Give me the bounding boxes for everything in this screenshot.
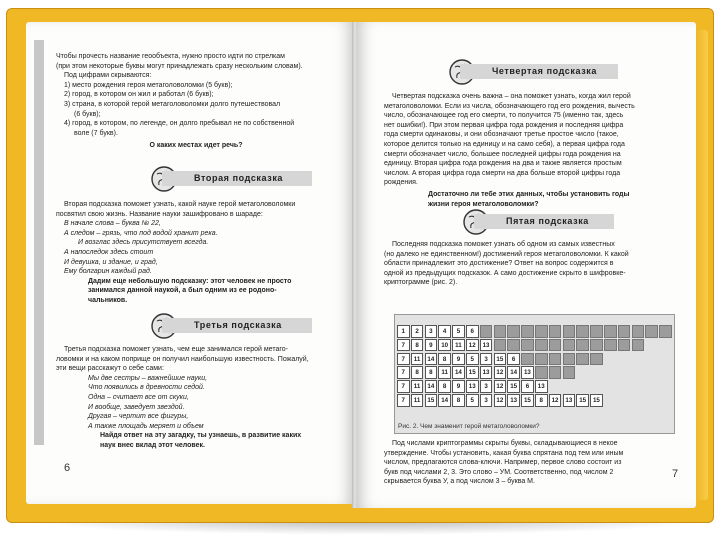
cryptogram-cell: 4 — [438, 325, 451, 338]
cryptogram-cell: 12 — [494, 366, 507, 379]
bold-line: наук внес вклад этот человек. — [100, 441, 205, 449]
text-line: года смерти одинаковы, и они обозначают третье простое число (такое, — [384, 131, 619, 139]
text-line: числом, предлагаются слова-ключи. Например, первое слово состоит из — [384, 459, 622, 467]
outro-text — [384, 439, 679, 487]
cryptogram-cell: 13 — [480, 366, 493, 379]
text-line: букв под числами 2, 3. Это слово – УМ. Соответственно, под числом 2 — [384, 468, 614, 476]
text-line: 1) место рождения героя метаголоволомки (5 букв); — [64, 81, 233, 89]
text-line: ловомки и на каком поприще он получил наибольшую известность. Пожалуй, — [56, 355, 309, 363]
text-line: (6 букв); — [74, 110, 101, 118]
cryptogram-cell: 10 — [438, 339, 451, 352]
poem-line: Другая – чертит все фигуры, — [88, 413, 189, 421]
text-line: Чтобы прочесть название геообъекта, нужно просто идти по стрелкам — [56, 53, 285, 60]
cryptogram-shaded-cell — [659, 325, 672, 338]
cryptogram-shaded-cell — [535, 353, 548, 366]
cryptogram-cell: 5 — [466, 394, 479, 407]
hint4-text — [384, 92, 676, 209]
cryptogram-cell: 14 — [425, 380, 438, 393]
cryptogram-shaded-cell — [521, 325, 534, 338]
text-line: Последняя подсказка поможет узнать об одном из самых известных — [392, 241, 615, 248]
hint5-text — [384, 240, 676, 288]
cryptogram-cell: 15 — [507, 380, 520, 393]
text-line: метаголоволомки. Если из числа, обозначающего год его рождения, вычесть — [384, 102, 635, 110]
cryptogram-shaded-cell — [494, 325, 507, 338]
cryptogram-cell: 11 — [438, 366, 451, 379]
page-number-left: 6 — [64, 462, 71, 474]
cryptogram-cell: 3 — [480, 380, 493, 393]
cryptogram-cell: 13 — [535, 380, 548, 393]
cryptogram-shaded-cell — [480, 325, 493, 338]
cryptogram-cell: 15 — [494, 353, 507, 366]
text-line: (при этом некоторые буквы могут принадлежать сразу нескольким словам). — [56, 62, 303, 70]
cryptogram-cell: 15 — [466, 366, 479, 379]
text-line: 3) страна, в которой герой метаголоволомки долго путешествовал — [64, 100, 281, 108]
figure-caption: Рис. 2. Чем знаменит герой метаголоволомки? — [398, 423, 540, 430]
cryptogram-cell: 11 — [411, 353, 424, 366]
cryptogram-cell: 5 — [452, 325, 465, 338]
poem-line: Ему болгарин каждый рад. — [64, 268, 152, 276]
poem-line: В начале слова – буква № 22, — [64, 220, 161, 228]
cryptogram-cell: 9 — [452, 353, 465, 366]
text-line: эти вещи расскажут о себе сами: — [56, 365, 164, 373]
text-line: единицу. Вторая цифра года рождения на два и также является простым — [384, 160, 622, 168]
cryptogram-cell: 3 — [425, 325, 438, 338]
cryptogram-cell: 1 — [397, 325, 410, 338]
text-line: рождения. — [384, 179, 418, 187]
cryptogram-shaded-cell — [632, 325, 645, 338]
text-line: 4) город, в котором, по легенде, он долго пребывал не по собственной — [64, 120, 295, 128]
poem-line: Что появились в древности седой. — [88, 384, 205, 392]
poem-line: Одна – считает все от скуки, — [88, 393, 189, 401]
cryptogram-shaded-cell — [604, 325, 617, 338]
cryptogram-cell: 15 — [425, 394, 438, 407]
cryptogram-cell: 7 — [397, 394, 410, 407]
cryptogram-cell: 15 — [576, 394, 589, 407]
cryptogram-shaded-cell — [576, 325, 589, 338]
text-line: Под числами криптограммы скрыты буквы, складывающиеся в некое — [392, 440, 618, 447]
hint2-text — [56, 200, 336, 306]
poem-line: И вообще, заведует звездой. — [88, 403, 185, 411]
cryptogram-shaded-cell — [507, 339, 520, 352]
cryptogram-cell: 7 — [397, 353, 410, 366]
text-line: смерти обозначает число, большее последней цифры года рождения на — [384, 150, 621, 158]
cryptogram-cell: 11 — [411, 394, 424, 407]
text-line: 2) город, в котором он жил и работал (6 букв); — [64, 91, 214, 99]
text-line: одной из предыдущих подсказок. А само достижение скрыто в шифровке- — [384, 269, 626, 277]
poem-line: Мы две сестры – важнейшие науки, — [88, 374, 208, 382]
cryptogram-shaded-cell — [576, 339, 589, 352]
bold-line: чальников. — [88, 296, 128, 304]
text-line: криптограмме (рис. 2). — [384, 279, 458, 287]
intro-question: О каких местах идет речь? — [149, 142, 243, 150]
text-line: воле (7 букв). — [74, 129, 118, 137]
text-line: нет ошибки!). При этом первая цифра года рождения и последняя цифра — [384, 121, 624, 129]
cryptogram-cell: 8 — [438, 353, 451, 366]
hint3-heading — [150, 314, 325, 338]
cryptogram-shaded-cell — [563, 339, 576, 352]
bold-line: Найдя ответ на эту загадку, ты узнаешь, в развитие каких — [100, 432, 302, 440]
cryptogram-cell: 8 — [535, 394, 548, 407]
cryptogram-cell: 6 — [466, 325, 479, 338]
text-line: число, обозначающее год его смерти, то получится 75 (именно так, здесь — [384, 112, 624, 120]
cryptogram-cell: 8 — [438, 380, 451, 393]
bold-line: занимался данной наукой, а был одним из ее родоно- — [88, 287, 277, 295]
cryptogram-shaded-cell — [549, 353, 562, 366]
cryptogram-shaded-cell — [494, 339, 507, 352]
cryptogram-shaded-cell — [521, 339, 534, 352]
text-line: (но далеко не единственном!) достижений героя метаголоволомки. К какой — [384, 250, 629, 258]
poem-line: И возглас здесь присутствует всегда. — [78, 239, 209, 247]
cryptogram-cell: 14 — [452, 366, 465, 379]
cryptogram-shaded-cell — [549, 339, 562, 352]
cryptogram-shaded-cell — [576, 353, 589, 366]
cryptogram-shaded-cell — [535, 325, 548, 338]
poem-line: И девушка, и здание, и град, — [64, 258, 158, 266]
text-line: Третья подсказка поможет узнать, чем еще занимался герой метаго- — [64, 346, 288, 353]
cryptogram-shaded-cell — [535, 339, 548, 352]
hint2-heading — [150, 167, 325, 191]
cryptogram-cell: 15 — [521, 394, 534, 407]
cryptogram-cell: 9 — [425, 339, 438, 352]
cryptogram-shaded-cell — [507, 325, 520, 338]
cryptogram-cell: 5 — [466, 353, 479, 366]
text-line: Вторая подсказка поможет узнать, какой науке герой метаголоволомки — [64, 201, 296, 208]
cryptogram-cell: 9 — [452, 380, 465, 393]
cryptogram-cell: 12 — [494, 394, 507, 407]
cryptogram-cell: 8 — [425, 366, 438, 379]
heading-title: Четвертая подсказка — [492, 66, 597, 76]
cryptogram-cell: 14 — [438, 394, 451, 407]
text-line: которое делится только на единицу и на само себя), а первая цифра года — [384, 140, 625, 148]
cryptogram-shaded-cell — [563, 325, 576, 338]
cryptogram-shaded-cell — [590, 353, 603, 366]
text-line: области принадлежит это достижение? Ответ на вопрос содержится в — [384, 260, 614, 268]
cryptogram-shaded-cell — [618, 325, 631, 338]
cryptogram-cell: 13 — [466, 380, 479, 393]
cryptogram-shaded-cell — [590, 325, 603, 338]
cryptogram-shaded-cell — [632, 339, 645, 352]
cryptogram-cell: 2 — [411, 325, 424, 338]
page-edge-strip — [34, 40, 44, 445]
bold-line: Дадим еще небольшую подсказку: этот человек не просто — [88, 277, 292, 285]
cryptogram-cell: 12 — [494, 380, 507, 393]
poem-line: А также площадь меряет и объем — [88, 422, 204, 430]
cryptogram — [394, 314, 675, 434]
cryptogram-cell: 8 — [452, 394, 465, 407]
cryptogram-cell: 11 — [452, 339, 465, 352]
bold-line: Достаточно ли тебе этих данных, чтобы установить годы — [428, 190, 630, 198]
heading-title: Третья подсказка — [194, 320, 282, 330]
cryptogram-cell: 15 — [590, 394, 603, 407]
cryptogram-cell: 7 — [397, 380, 410, 393]
cryptogram-shaded-cell — [549, 366, 562, 379]
text-line: посвятил свою жизнь. Название науки зашифровано в шараде: — [56, 210, 263, 218]
cryptogram-cell: 6 — [507, 353, 520, 366]
cryptogram-cell: 7 — [397, 366, 410, 379]
cryptogram-cell: 6 — [521, 380, 534, 393]
page-number-right: 7 — [672, 468, 679, 480]
cryptogram-shaded-cell — [549, 325, 562, 338]
hint5-heading — [462, 210, 627, 234]
cryptogram-cell: 14 — [425, 353, 438, 366]
poem-line: А напоследок здесь стоит — [64, 248, 154, 256]
cryptogram-shaded-cell — [563, 366, 576, 379]
text-line: скрывается буква У, а под числом 3 – буква М. — [384, 478, 535, 486]
hint3-text — [56, 345, 336, 451]
cryptogram-cell: 11 — [411, 380, 424, 393]
bold-line: жизни героя метаголоволомки? — [428, 200, 539, 208]
cryptogram-shaded-cell — [521, 353, 534, 366]
cryptogram-cell: 12 — [549, 394, 562, 407]
hint4-heading — [448, 60, 628, 84]
text-line: утверждение. Чтобы установить, какая буква спрятана под тем или иным — [384, 449, 624, 457]
cryptogram-cell: 7 — [397, 339, 410, 352]
cryptogram-shaded-cell — [563, 353, 576, 366]
cryptogram-cell: 13 — [480, 339, 493, 352]
cryptogram-cell: 3 — [480, 394, 493, 407]
cryptogram-cell: 13 — [563, 394, 576, 407]
text-line: Под цифрами скрываются: — [64, 72, 152, 80]
cryptogram-cell: 8 — [411, 339, 424, 352]
cryptogram-cell: 3 — [480, 353, 493, 366]
cryptogram-shaded-cell — [604, 339, 617, 352]
cryptogram-shaded-cell — [590, 339, 603, 352]
cryptogram-cell: 13 — [507, 394, 520, 407]
text-line: числом. А вторая цифра года смерти на два больше второй цифры года — [384, 169, 621, 177]
poem-line: А следом – грязь, что под водой хранит река. — [64, 229, 218, 237]
heading-title: Пятая подсказка — [506, 216, 589, 226]
cryptogram-cell: 12 — [466, 339, 479, 352]
heading-title: Вторая подсказка — [194, 173, 284, 183]
cryptogram-shaded-cell — [535, 366, 548, 379]
intro-text — [56, 52, 336, 151]
cryptogram-cell: 8 — [411, 366, 424, 379]
text-line: Четвертая подсказка очень важна – она поможет узнать, когда жил герой — [392, 93, 631, 100]
cryptogram-shaded-cell — [618, 339, 631, 352]
cryptogram-cell: 14 — [507, 366, 520, 379]
cryptogram-shaded-cell — [645, 325, 658, 338]
cryptogram-cell: 13 — [521, 366, 534, 379]
